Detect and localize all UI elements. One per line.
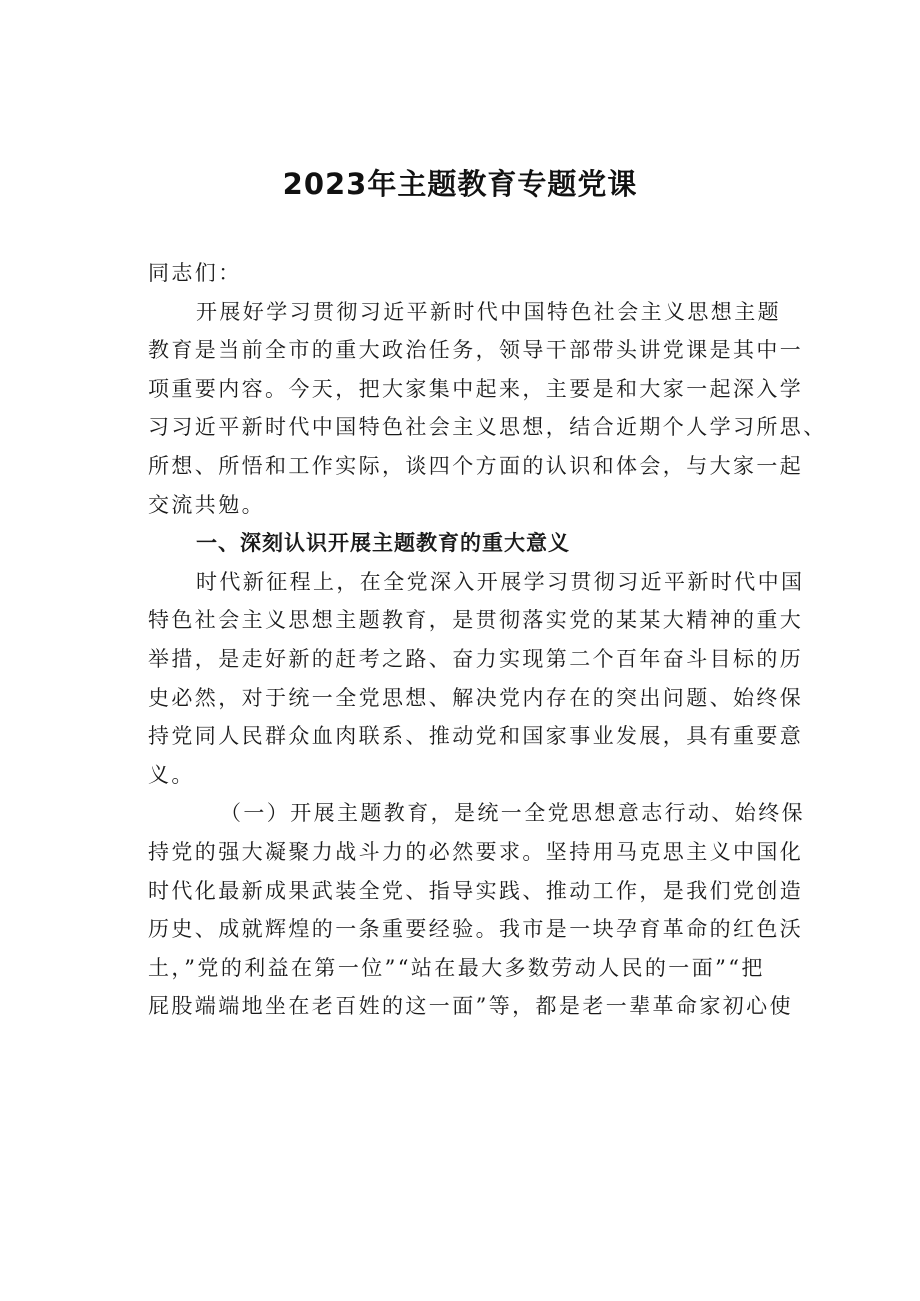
paragraph-line: 史必然，对于统一全党思想、解决党内存在的突出问题、始终保 (148, 685, 804, 710)
paragraph-line: 所想、所悟和工作实际，谈四个方面的认识和体会，与大家一起 (148, 453, 804, 478)
paragraph-line: 特色社会主义思想主题教育，是贯彻落实党的某某大精神的重大 (148, 608, 804, 633)
paragraph-line: 持党同人民群众血肉联系、推动党和国家事业发展，具有重要意 (148, 724, 804, 749)
paragraph-line: 教育是当前全市的重大政治任务，领导干部带头讲党课是其中一 (148, 338, 804, 363)
section-heading: 一、深刻认识开展主题教育的重大意义 (196, 531, 570, 556)
paragraph-line: 时代新征程上，在全党深入开展学习贯彻习近平新时代中国 (196, 569, 805, 594)
document-title: 2023年主题教育专题党课 (282, 167, 638, 201)
paragraph-line: 屁股端端地坐在老百姓的这一面”等，都是老一辈革命家初心使 (148, 994, 793, 1019)
paragraph-line: 时代化最新成果武装全党、指导实践、推动工作，是我们党创造 (148, 878, 804, 903)
paragraph-line: 义。 (148, 762, 195, 787)
subsection-line: （一）开展主题教育，是统一全党思想意志行动、始终保 (220, 801, 805, 826)
paragraph-line: 持党的强大凝聚力战斗力的必然要求。坚持用马克思主义中国化 (148, 839, 804, 864)
paragraph-line: 土，”党的利益在第一位”“站在最大多数劳动人民的一面”“把 (148, 955, 765, 980)
salutation: 同志们： (148, 261, 242, 285)
paragraph-line: 项重要内容。今天，把大家集中起来，主要是和大家一起深入学 (148, 376, 804, 401)
paragraph-line: 举措，是走好新的赶考之路、奋力实现第二个百年奋斗目标的历 (148, 646, 804, 671)
paragraph-line: 历史、成就辉煌的一条重要经验。我市是一块孕育革命的红色沃 (148, 917, 804, 942)
document-body (148, 254, 827, 1026)
paragraph-line: 习习近平新时代中国特色社会主义思想，结合近期个人学习所思、 (148, 415, 827, 440)
paragraph-line: 交流共勉。 (148, 492, 265, 517)
paragraph-line: 开展好学习贯彻习近平新时代中国特色社会主义思想主题 (196, 299, 781, 324)
